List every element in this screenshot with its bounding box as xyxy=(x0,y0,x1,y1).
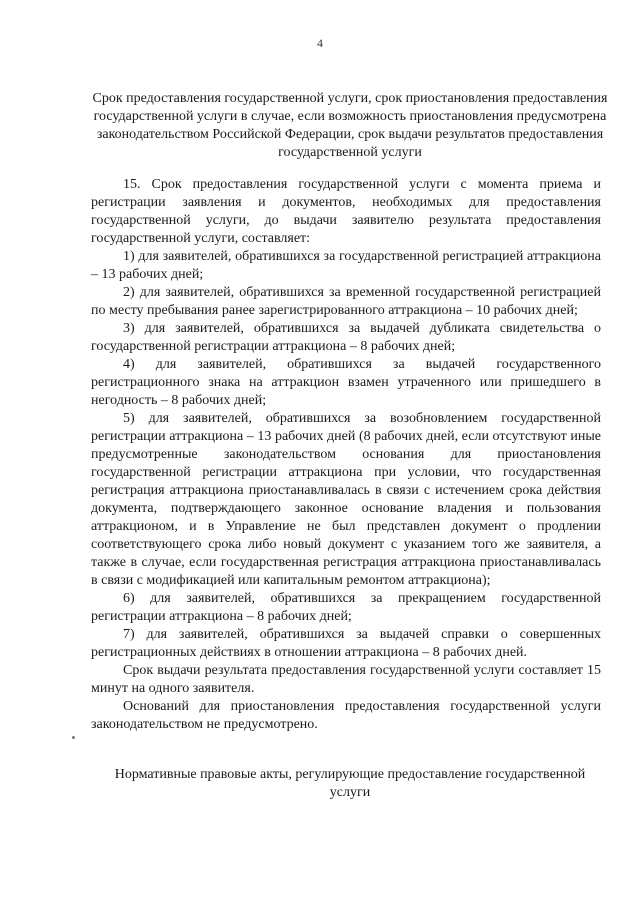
list-item-3: 3) для заявителей, обратившихся за выдачей дубликата свидетельства о государственной регистрации аттракциона – 8 рабочих дней; xyxy=(91,321,601,354)
subsection-heading: Нормативные правовые акты, регулирующие предоставление государственной услуги xyxy=(114,767,586,800)
body-text xyxy=(91,176,601,734)
section-heading: Срок предоставления государственной услуги, срок приостановления предоставления государственной услуги в случае, если возможность приостановления предусмотрена законодательством Российской Федерации, срок выдачи результатов предоставления государственной услуги xyxy=(92,91,608,160)
page-number: 4 xyxy=(317,36,323,50)
list-item-7: 7) для заявителей, обратившихся за выдачей справки о совершенных регистрационных действиях в отношении аттракциона – 8 рабочих дней. xyxy=(91,627,601,660)
margin-dot xyxy=(72,736,75,739)
list-item-2: 2) для заявителей, обратившихся за временной государственной регистрацией по месту пребывания ранее зарегистрированного аттракциона – 10 рабочих дней; xyxy=(91,285,601,318)
list-item-1: 1) для заявителей, обратившихся за государственной регистрацией аттракциона – 13 рабочих дней; xyxy=(91,249,601,282)
paragraph-intro: 15. Срок предоставления государственной услуги с момента приема и регистрации заявления и документов, необходимых для предоставления государственной услуги, до выдачи заявителю результата предоставления государственной услуги, составляет: xyxy=(91,177,601,246)
list-item-5: 5) для заявителей, обратившихся за возобновлением государственной регистрации аттракциона – 13 рабочих дней (8 рабочих дней, если отсутствуют иные предусмотренные законодательством основания для приостановления государственной регистрации аттракциона при условии, что государственная регистрация аттракциона приостанавливалась в связи с истечением срока действия документа, подтверждающего законное основание владения и пользования аттракционом, и в Управление не был представлен документ о продлении соответствующего срока либо новый документ с указанием того же заявителя, а также в случае, если государственная регистрация аттракциона приостанавливалась в связи с модификацией или капитальным ремонтом аттракциона); xyxy=(91,411,601,588)
list-item-4: 4) для заявителей, обратившихся за выдачей государственного регистрационного знака на аттракцион взамен утраченного или пришедшего в негодность – 8 рабочих дней; xyxy=(91,357,601,408)
paragraph-issue-time: Срок выдачи результата предоставления государственной услуги составляет 15 минут на одного заявителя. xyxy=(91,663,601,696)
list-item-6: 6) для заявителей, обратившихся за прекращением государственной регистрации аттракциона – 8 рабочих дней; xyxy=(91,591,601,624)
paragraph-no-suspension: Оснований для приостановления предоставления государственной услуги законодательством не предусмотрено. xyxy=(91,699,601,732)
